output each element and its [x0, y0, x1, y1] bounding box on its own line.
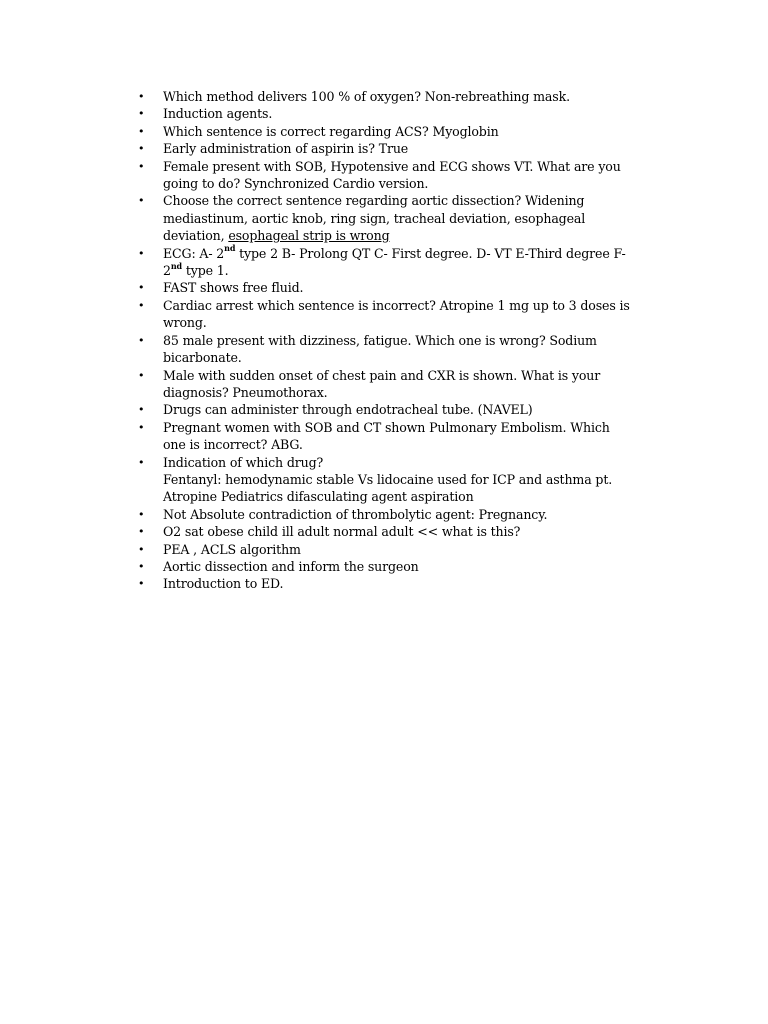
bullet-icon: •: [138, 403, 145, 417]
list-item: [137, 297, 657, 332]
item-text: Which sentence is correct regarding ACS? Myoglobin: [163, 123, 499, 139]
item-text: Not Absolute contradiction of thrombolytic agent: Pregnancy.: [163, 506, 548, 522]
item-text: PEA , ACLS algorithm: [163, 541, 301, 557]
item-text-line: Fentanyl: hemodynamic stable Vs lidocaine used for ICP and asthma pt.: [163, 471, 613, 487]
item-text-line: Pregnant women with SOB and CT shown Pulmonary Embolism. Which: [163, 419, 610, 435]
list-item: [137, 419, 657, 454]
item-text: Which method delivers 100 % of oxygen? Non-rebreathing mask.: [163, 89, 570, 104]
ecg-option-f-rest: type 1.: [182, 263, 229, 279]
item-text: Introduction to ED.: [163, 576, 284, 592]
list-item: [137, 123, 657, 140]
item-text-line: bicarbonate.: [163, 350, 242, 366]
bullet-icon: •: [138, 420, 145, 434]
bullet-icon: •: [138, 542, 145, 556]
bullet-icon: •: [138, 368, 145, 382]
underlined-answer: esophageal strip is wrong: [228, 228, 390, 244]
bullet-icon: •: [138, 298, 145, 312]
bullet-icon: •: [138, 142, 145, 156]
bullet-icon: •: [138, 525, 145, 539]
item-text-line: going to do? Synchronized Cardio version.: [163, 176, 429, 192]
item-text-line: 85 male present with dizziness, fatigue. Which one is wrong? Sodium: [163, 332, 597, 348]
item-text-prefix: deviation,: [163, 228, 229, 244]
item-text: Aortic dissection and inform the surgeon: [163, 558, 419, 574]
list-item: [137, 192, 657, 244]
list-item: [137, 575, 657, 592]
item-text-line: mediastinum, aortic knob, ring sign, tracheal deviation, esophageal: [163, 210, 586, 226]
item-text-line: Indication of which drug?: [163, 454, 324, 470]
item-text: FAST shows free fluid.: [163, 280, 304, 296]
list-item: [137, 105, 657, 122]
bullet-icon: •: [138, 507, 145, 521]
list-item: [137, 454, 657, 506]
item-text-line: Atropine Pediatrics difasculating agent aspiration: [163, 489, 474, 505]
bullet-icon: •: [138, 246, 145, 260]
question-list: [137, 88, 657, 593]
item-text-line: Female present with SOB, Hypotensive and ECG shows VT. What are you: [163, 158, 621, 174]
list-item: [137, 245, 657, 280]
bullet-icon: •: [138, 194, 145, 208]
bullet-icon: •: [138, 159, 145, 173]
item-text-line: [163, 245, 657, 262]
item-text-line: [163, 262, 657, 279]
bullet-icon: •: [138, 90, 145, 103]
list-item: [137, 332, 657, 367]
item-text-line: Cardiac arrest which sentence is incorrect? Atropine 1 mg up to 3 doses is: [163, 297, 630, 313]
item-text: Early administration of aspirin is? True: [163, 141, 409, 157]
bullet-icon: •: [138, 333, 145, 347]
superscript: nd: [224, 243, 236, 254]
item-text-line: [163, 227, 657, 244]
list-item: [137, 367, 657, 402]
ecg-options-rest: type 2 B- Prolong QT C- First degree. D- VT E-Third degree F-: [235, 245, 626, 261]
bullet-icon: •: [138, 124, 145, 138]
item-text: O2 sat obese child ill adult normal adult << what is this?: [163, 524, 521, 540]
list-item: [137, 506, 657, 523]
superscript: nd: [170, 260, 182, 271]
item-text-line: Male with sudden onset of chest pain and CXR is shown. What is your: [163, 367, 601, 383]
bullet-icon: •: [138, 577, 145, 591]
item-text-line: Choose the correct sentence regarding aortic dissection? Widening: [163, 193, 585, 209]
bullet-icon: •: [138, 455, 145, 469]
list-item: [137, 88, 657, 105]
bullet-icon: •: [138, 281, 145, 295]
list-item: [137, 523, 657, 540]
bullet-icon: •: [138, 107, 145, 121]
list-item: [137, 158, 657, 193]
item-text: Induction agents.: [163, 106, 273, 122]
item-text-line: one is incorrect? ABG.: [163, 437, 303, 453]
bullet-icon: •: [138, 559, 145, 573]
ecg-option-a: ECG: A- 2: [163, 245, 225, 261]
item-text-line: wrong.: [163, 315, 207, 331]
list-item: [137, 541, 657, 558]
list-item: [137, 140, 657, 157]
list-item: [137, 401, 657, 418]
list-item: [137, 279, 657, 296]
list-item: [137, 558, 657, 575]
ecg-option-f: 2: [163, 263, 171, 279]
item-text: Drugs can administer through endotracheal tube. (NAVEL): [163, 402, 533, 418]
item-text-line: diagnosis? Pneumothorax.: [163, 384, 328, 400]
